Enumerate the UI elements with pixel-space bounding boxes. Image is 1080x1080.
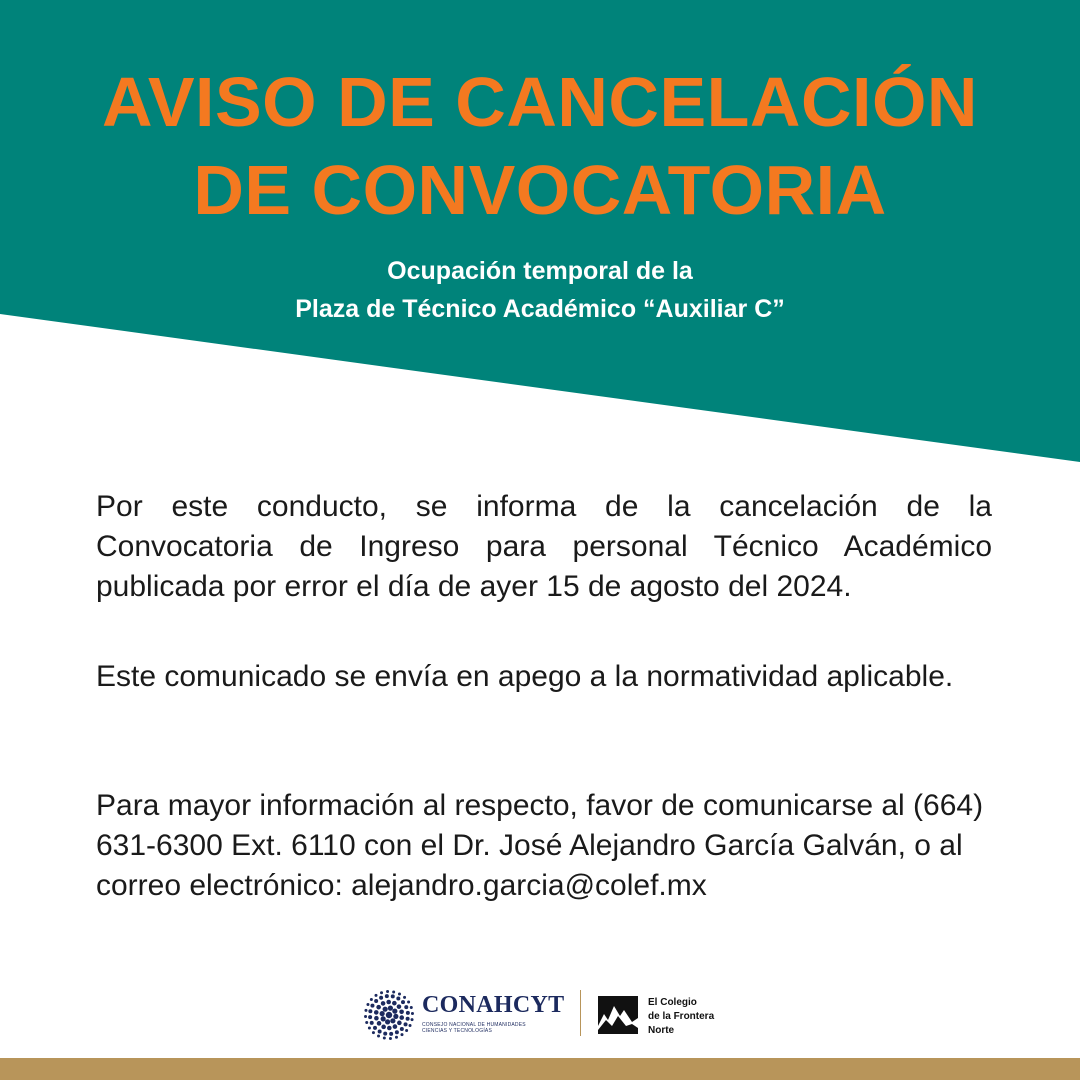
logo-divider xyxy=(580,990,581,1036)
conahcyt-sub-line-1: CONSEJO NACIONAL DE HUMANIDADES xyxy=(422,1022,526,1028)
colef-line-3: Norte xyxy=(648,1025,675,1036)
conahcyt-dots-icon xyxy=(364,990,414,1040)
conahcyt-wordmark: CONAHCYT xyxy=(422,992,565,1018)
gold-footer-bar xyxy=(0,1058,1080,1080)
colef-line-2: de la Frontera xyxy=(648,1011,715,1022)
subtitle-line-2: Plaza de Técnico Académico “Auxiliar C” xyxy=(295,295,785,323)
paragraph-cancellation: Por este conducto, se informa de la cancelación de la Convocatoria de Ingreso para personal Técnico Académico publicada por error el día de ayer 15 de agosto del 2024. xyxy=(96,490,992,603)
colef-wordmark xyxy=(648,996,714,1038)
conahcyt-sub-line-2: CIENCIAS Y TECNOLOGÍAS xyxy=(422,1028,492,1034)
paragraph-normativity: Este comunicado se envía en apego a la normatividad aplicable. xyxy=(96,660,954,693)
notice-title xyxy=(0,58,1080,234)
title-line-2: DE CONVOCATORIA xyxy=(193,151,887,229)
paragraph-contact: Para mayor información al respecto, favor de comunicarse al (664) 631-6300 Ext. 6110 con el Dr. José Alejandro García Galván, o al correo electrónico: alejandro.garcia@colef.mx xyxy=(96,789,984,902)
footer-logos xyxy=(360,988,740,1044)
notice-subtitle xyxy=(0,252,1080,328)
colef-line-1: El Colegio xyxy=(648,997,697,1008)
colef-mountain-icon xyxy=(598,996,638,1034)
subtitle-line-1: Ocupación temporal de la xyxy=(387,257,693,285)
conahcyt-subtitle xyxy=(422,1022,572,1034)
title-line-1: AVISO DE CANCELACIÓN xyxy=(102,63,978,141)
